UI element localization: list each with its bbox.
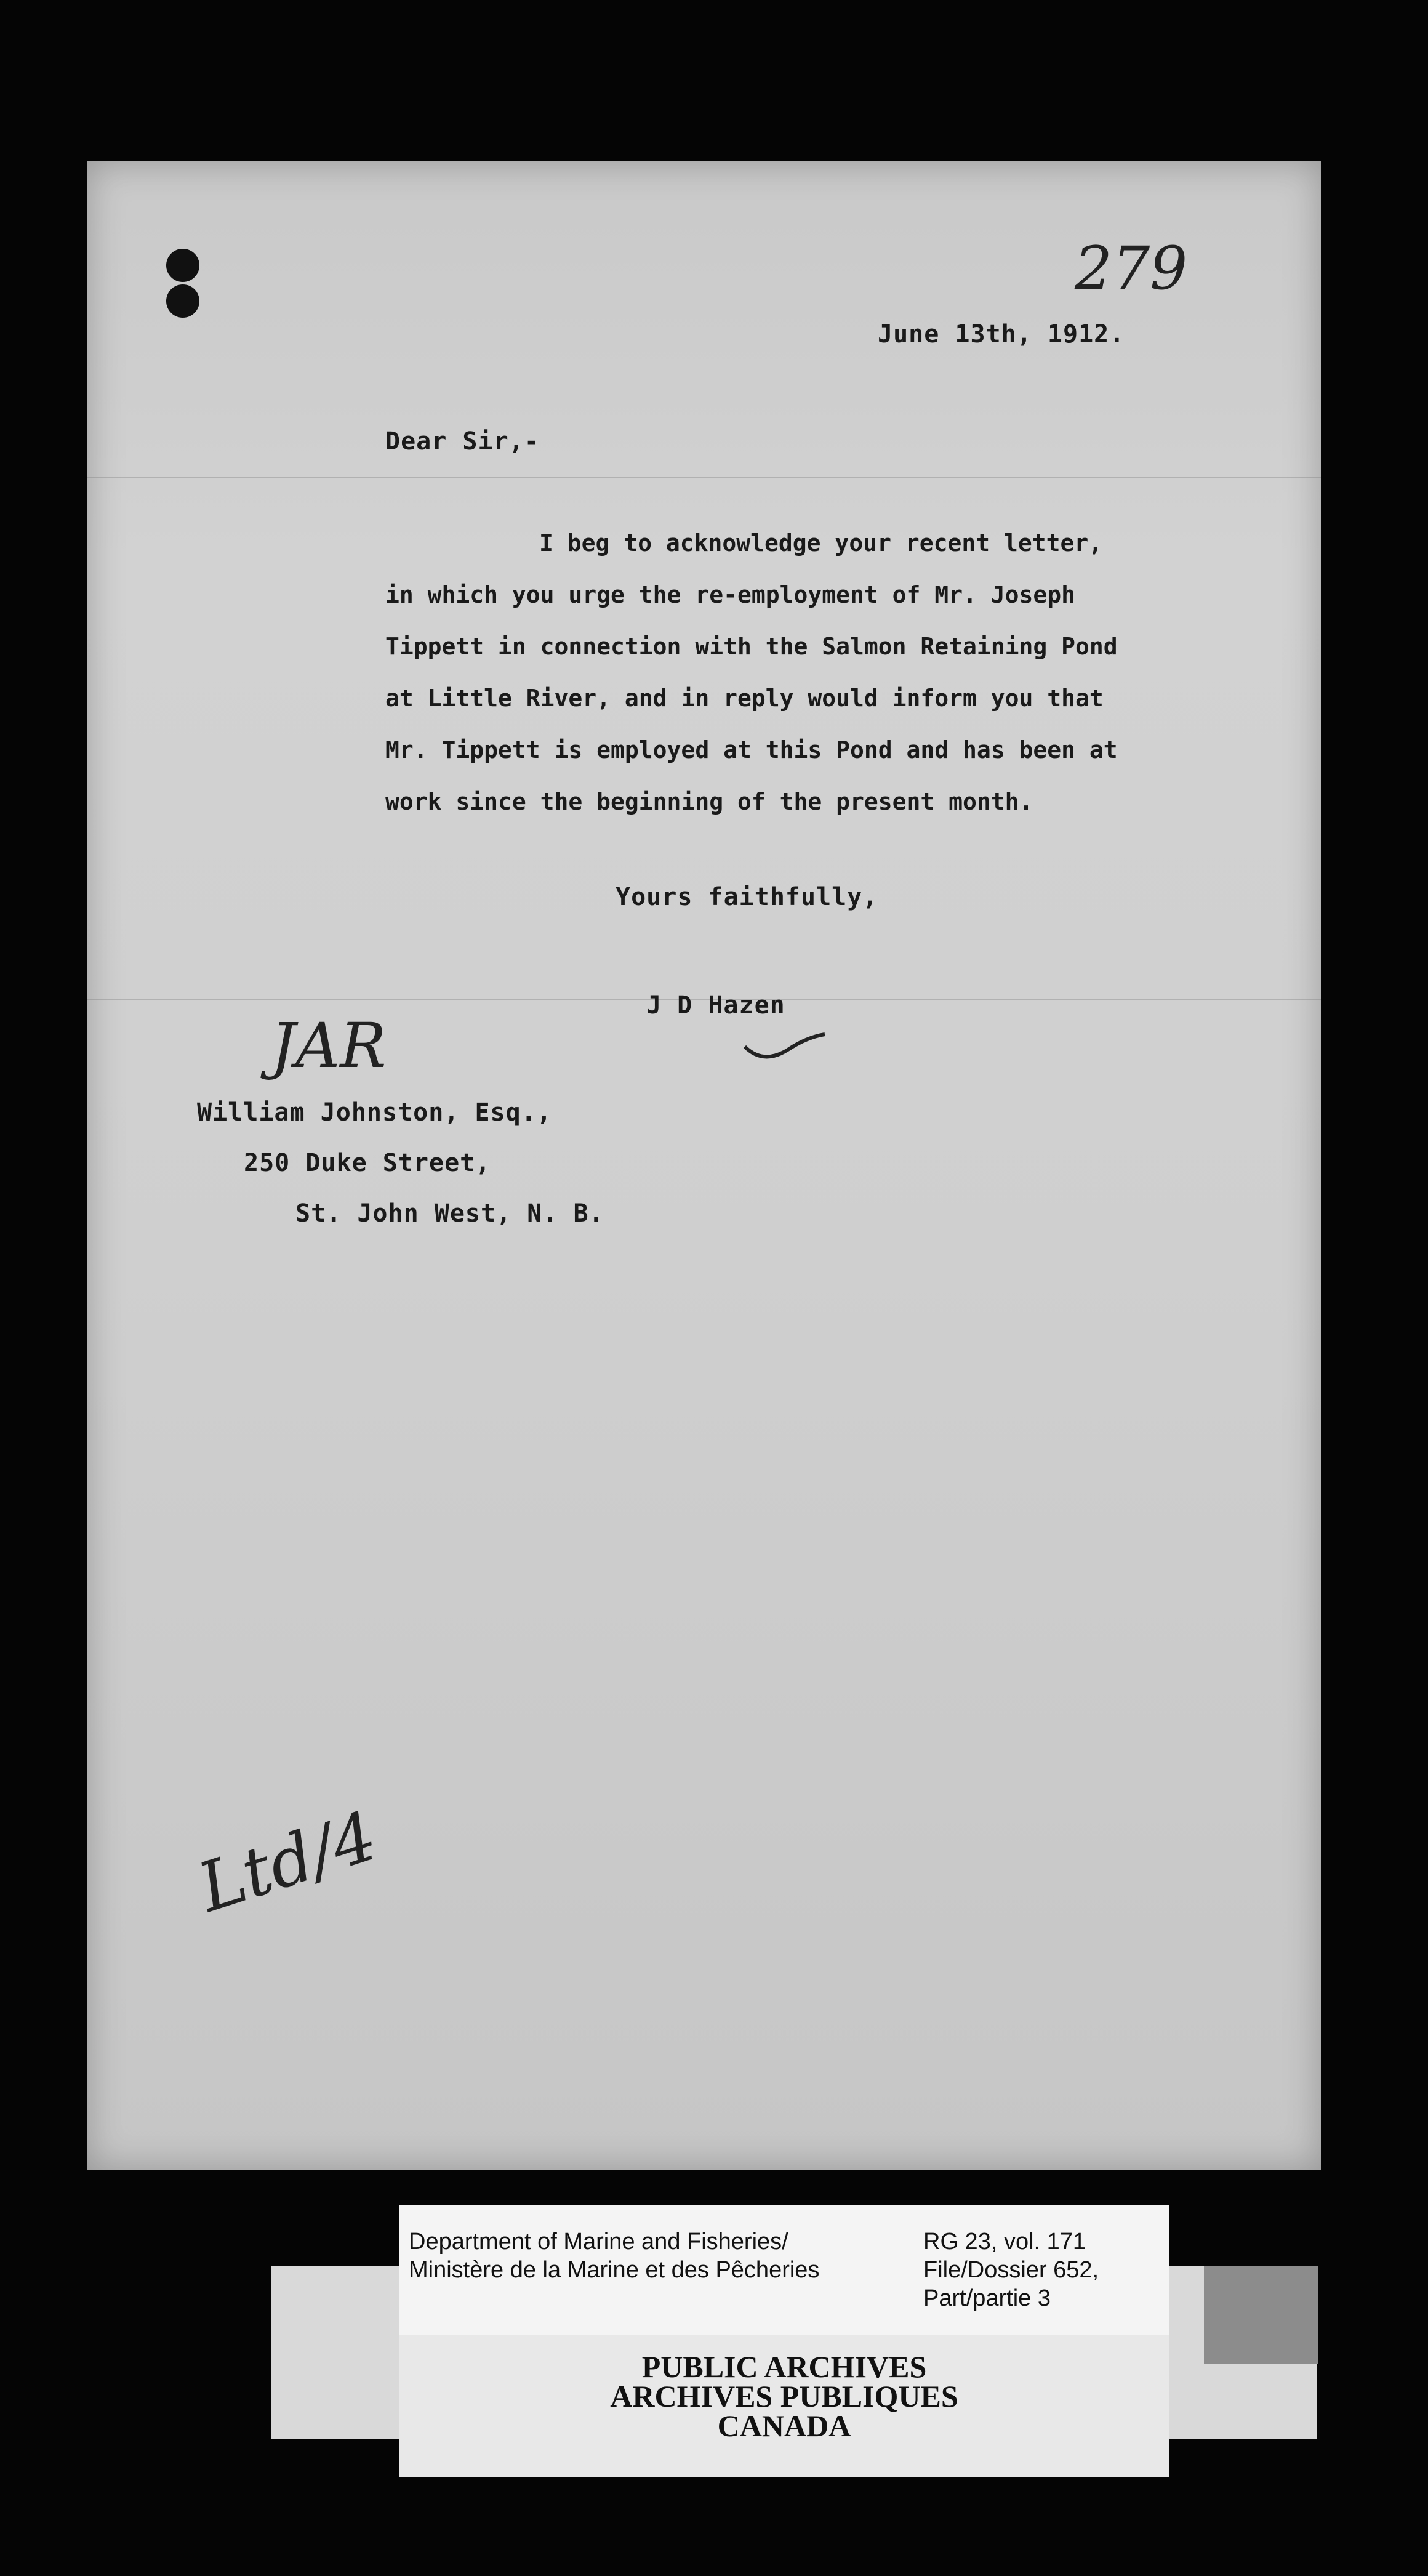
body-line: Mr. Tippett is employed at this Pond and has been at [385,736,1118,763]
body-line: at Little River, and in reply would inform you that [385,685,1104,712]
body-line: in which you urge the re-employment of Mr. Joseph [385,581,1076,608]
recipient-city: St. John West, N. B. [295,1199,604,1228]
reference-line2: File/Dossier 652, [923,2257,1099,2283]
recipient-name: William Johnston, Esq., [197,1098,552,1127]
archives-fr: ARCHIVES PUBLIQUES [610,2379,958,2413]
reference-line3: Part/partie 3 [923,2285,1051,2311]
label-tab [1204,2266,1318,2364]
punch-hole [166,249,199,282]
fold-line [87,477,1321,478]
salutation: Dear Sir,- [385,427,540,456]
archives-country: CANADA [717,2409,851,2443]
body-line: I beg to acknowledge your recent letter, [539,529,1103,557]
letter-date: June 13th, 1912. [878,320,1125,348]
archives-en: PUBLIC ARCHIVES [641,2349,927,2384]
reference-line1: RG 23, vol. 171 [923,2229,1086,2255]
body-line: Tippett in connection with the Salmon Retaining Pond [385,633,1118,660]
signature: J D Hazen [646,991,785,1020]
initials-mark: JAR [271,1010,387,1082]
bottom-mark: Ltd/4 [189,1796,387,1928]
department-fr: Ministère de la Marine et des Pêcheries [409,2257,820,2283]
signature-flourish [739,1022,831,1071]
recipient-street: 250 Duke Street, [244,1149,491,1177]
body-line: work since the beginning of the present month. [385,788,1033,815]
closing: Yours faithfully, [616,883,878,911]
letter-body [385,517,1198,827]
page-number: 279 [1075,234,1188,303]
punch-hole [166,284,199,318]
department-en: Department of Marine and Fisheries/ [409,2229,788,2255]
